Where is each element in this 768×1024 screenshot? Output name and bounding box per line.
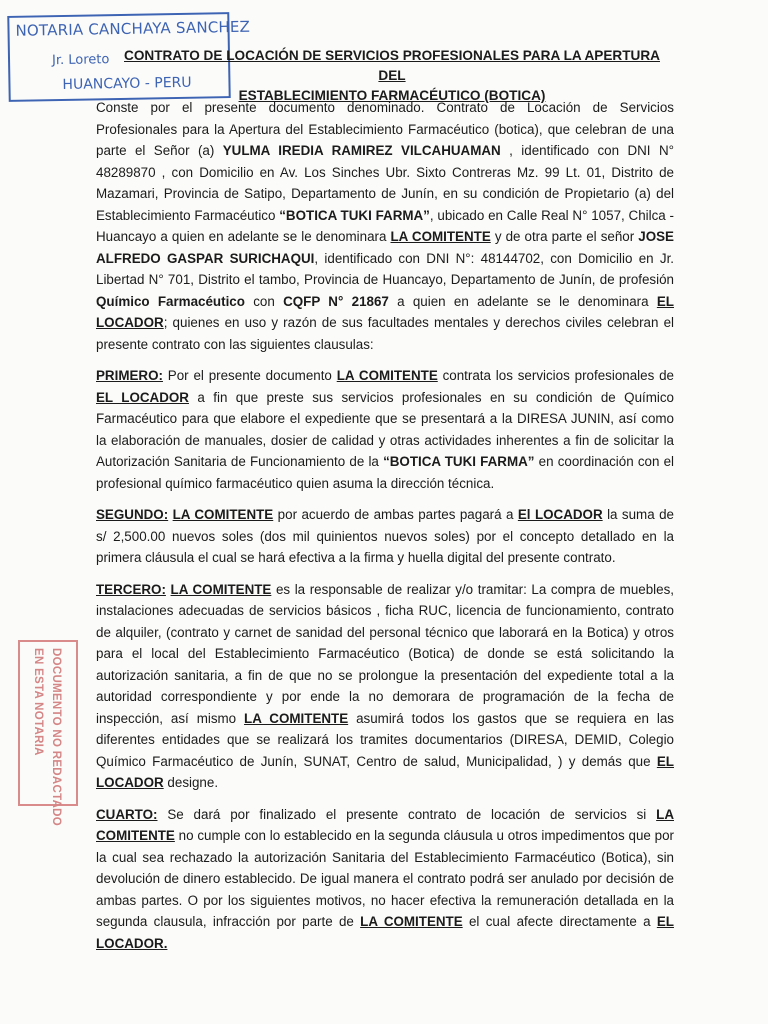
- clause-primero: [96, 365, 674, 494]
- text: el cual afecte directamente a: [462, 914, 657, 929]
- clause-tercero: [96, 579, 674, 794]
- party-name: JOSE ALFREDO GASPAR SURICHAQUI: [96, 229, 674, 266]
- party-role: El LOCADOR: [517, 507, 603, 522]
- clause-segundo: [96, 504, 674, 569]
- license-number: CQFP N° 21867: [283, 293, 389, 309]
- party-role: LA COMITENTE: [336, 368, 438, 383]
- text: en coordinación con el profesional químico farmacéutico quien asuma la dirección técnica.: [96, 454, 675, 491]
- text: , identificado con DNI N°: 48144702, con Domicilio en Jr. Libertad N° 701, Distrito el tambo, Provincia de Huancayo, Departamento de Junín, de profesión: [96, 250, 675, 287]
- text: con: [244, 293, 284, 309]
- title-line-2: ESTABLECIMIENTO FARMACÉUTICO (BOTICA): [238, 88, 546, 103]
- clause-label: PRIMERO:: [96, 368, 163, 383]
- clause-cuarto: [96, 804, 674, 955]
- text: ; quienes en uso y razón de sus facultades mentales y derechos civiles celebran el presente contrato con las siguientes clausulas:: [96, 315, 674, 352]
- text: asumirá todos los gastos que se requiera en las diferentes entidades que se realizará los tramites documentarios (DIRESA, DEMID, Colegio Químico Farmacéutico de Junín, SUNAT, Centro de salud, Municipalidad, ) y demás que: [96, 710, 674, 769]
- party-role: EL LOCADOR: [96, 753, 674, 790]
- party-role: EL LOCADOR: [96, 389, 189, 405]
- profession: Químico Farmacéutico: [96, 293, 245, 309]
- party-role: LA COMITENTE: [244, 710, 349, 726]
- text: por acuerdo de ambas partes pagará a: [273, 507, 518, 522]
- party-role: LA COMITENTE: [172, 507, 274, 522]
- text: , identificado con DNI N° 48289870 , con Domicilio en Av. Los Sinches Ubr. Sixto Contreras Mz. 99 Lt. 01, Distrito de Mazamari, Provincia de Satipo, Departamento de Junín, en su condición de Propietario (a) del Establecimiento Farmacéutico: [96, 143, 674, 223]
- text: la suma de s/ 2,500.00 nuevos soles (dos mil quinientos nuevos soles) por el concepto detallado en la primera cláusula el cual se hará efectiva a la firma y huella digital del presente contrato.: [96, 507, 674, 565]
- business-name: “BOTICA TUKI FARMA”: [383, 454, 535, 469]
- title-line-1: CONTRATO DE LOCACIÓN DE SERVICIOS PROFESIONALES PARA LA APERTURA DEL: [124, 48, 660, 83]
- text: , ubicado en Calle Real N° 1057, Chilca -Huancayo a quien en adelante se le denominara: [96, 207, 674, 244]
- text: Conste por el presente documento denominado. Contrato de Locación de Servicios Profesionales para la Apertura del Establecimiento Farmacéutico (botica), que celebran de una parte el Señor (a): [96, 100, 674, 158]
- party-role: EL LOCADOR: [96, 293, 674, 330]
- clause-label: SEGUNDO:: [96, 507, 169, 522]
- text: designe.: [163, 775, 219, 790]
- stamp-notary-name: NOTARIA CANCHAYA SANCHEZ: [15, 17, 251, 40]
- party-role: LA COMITENTE: [360, 914, 463, 929]
- party-role: LA COMITENTE: [390, 229, 491, 244]
- clause-label: CUARTO:: [96, 806, 158, 822]
- party-role: EL LOCADOR.: [96, 914, 674, 951]
- text: Se dará por finalizado el presente contrato de locación de servicios si: [157, 806, 657, 822]
- side-stamp-line-1: DOCUMENTO NO REDACTADO: [50, 648, 62, 827]
- text: Por el presente documento: [162, 368, 337, 383]
- text: es la responsable de realizar y/o tramitar: La compra de muebles, instalaciones adecuadas de servicios básicos , ficha RUC, licencia de funcionamiento, contrato de alquiler, (contrato y carnet de sanidad del personal técnico que laborará en la Botica) y otros para el local del Establecimiento Farmacéutico (Botica) de donde se está solicitando la autorización sanitaria, a fin de que no se prolongue la presentación del expediente total a la autoridad correspondiente y por ende la no demorara de programación de la fecha de inspección, así mismo: [96, 581, 674, 726]
- document-body: [96, 97, 674, 964]
- intro-paragraph: [96, 97, 674, 355]
- party-role: LA COMITENTE: [170, 581, 272, 597]
- stamp-city: HUANCAYO - PERU: [62, 74, 192, 93]
- party-role: LA COMITENTE: [96, 806, 674, 843]
- text: contrata los servicios profesionales de: [437, 368, 674, 383]
- business-name: “BOTICA TUKI FARMA”: [279, 207, 430, 223]
- text: a quien en adelante se le denominara: [388, 293, 657, 309]
- side-stamp: [18, 640, 78, 827]
- text: a fin que preste sus servicios profesionales en su condición de Químico Farmacéutico para que elabore el expediente que se presentará a la DIRESA JUNIN, así como la elaboración de manuales, dosier de calidad y otras actividades inherentes a fin de solicitar la Autorización Sanitaria de Funcionamiento de la: [96, 389, 675, 469]
- side-stamp-line-2: EN ESTA NOTARIA: [32, 648, 44, 756]
- text: y de otra parte el señor: [490, 229, 639, 244]
- party-name: YULMA IREDIA RAMIREZ VILCAHUAMAN: [222, 143, 501, 158]
- stamp-address: Jr. Loreto: [51, 52, 110, 69]
- text: no cumple con lo establecido en la segunda cláusula u otros impedimentos que por la cual sea rechazado la autorización Sanitaria del Establecimiento Farmacéutico (Botica), sin devolución de dinero establecido. De igual manera el contrato podrá ser anulado por decisión de ambas partes. O por los siguientes motivos, no hacer efectiva la remuneración detallada en la segunda clausula, infracción por parte de: [96, 828, 674, 929]
- clause-label: TERCERO:: [96, 581, 166, 597]
